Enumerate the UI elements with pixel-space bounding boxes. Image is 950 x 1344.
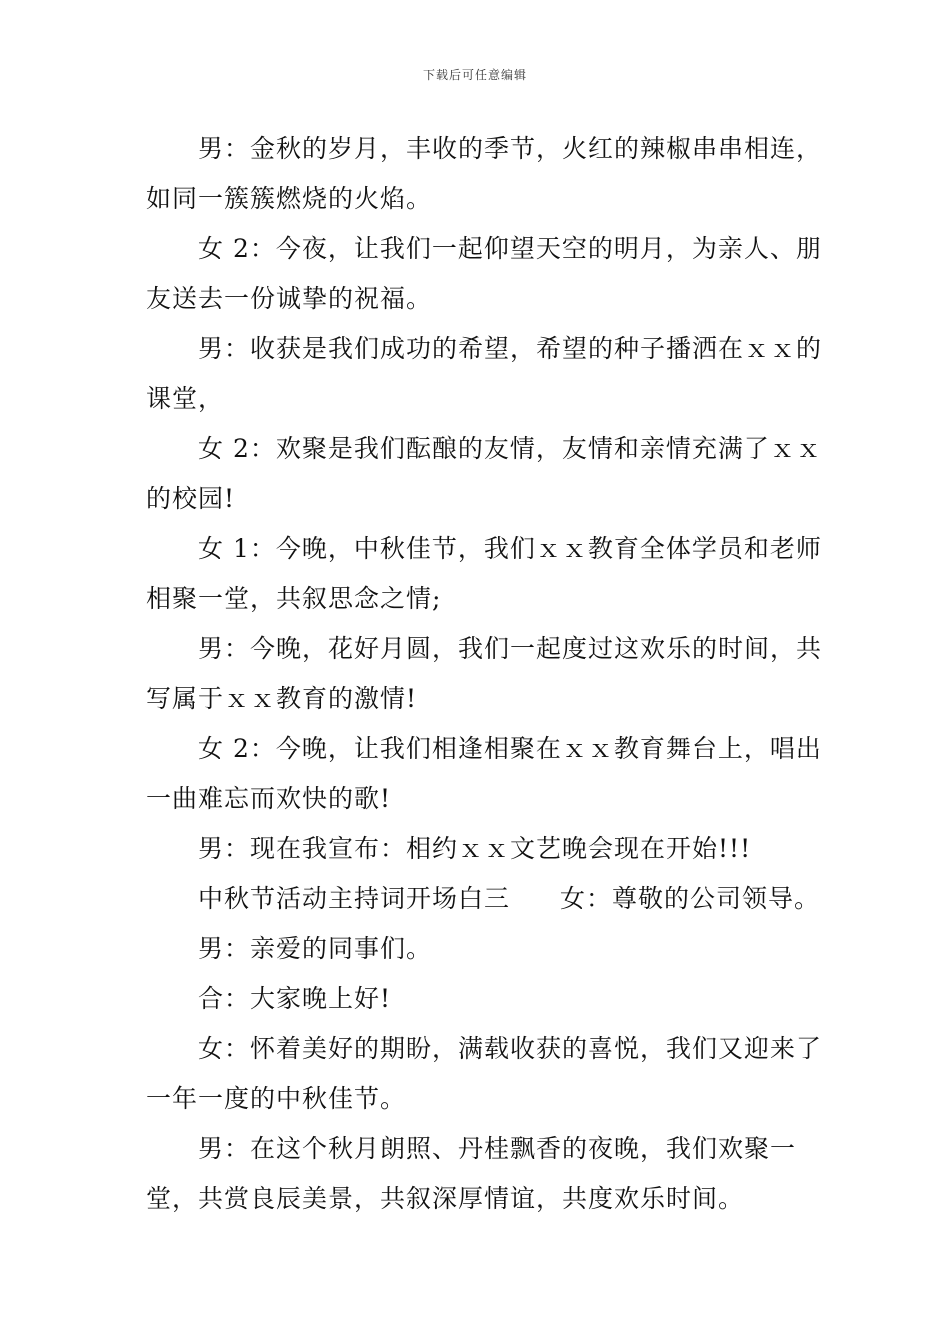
document-body <box>146 124 836 1224</box>
paragraph: 女 2：今晚，让我们相逢相聚在ｘｘ教育舞台上，唱出一曲难忘而欢快的歌! <box>146 734 822 813</box>
paragraph: 合：大家晚上好! <box>198 984 392 1013</box>
paragraph: 男：在这个秋月朗照、丹桂飘香的夜晚，我们欢聚一堂，共赏良辰美景，共叙深厚情谊，共度欢乐时间。 <box>146 1134 797 1213</box>
section-first-line: 女：尊敬的公司领导。 <box>560 884 821 913</box>
paragraph: 男：亲爱的同事们。 <box>198 934 433 963</box>
paragraph: 女 2：欢聚是我们酝酿的友情，友情和亲情充满了ｘｘ的校园! <box>146 434 822 513</box>
paragraph: 女：怀着美好的期盼，满载收获的喜悦，我们又迎来了一年一度的中秋佳节。 <box>146 1034 823 1113</box>
paragraph: 女 2：今夜，让我们一起仰望天空的明月，为亲人、朋友送去一份诚挚的祝福。 <box>146 234 822 313</box>
section-title-line <box>146 874 836 924</box>
paragraph: 男：现在我宣布：相约ｘｘ文艺晚会现在开始!!! <box>198 834 752 863</box>
paragraph: 男：收获是我们成功的希望，希望的种子播洒在ｘｘ的课堂， <box>146 334 823 413</box>
page-header: 下载后可任意编辑 <box>422 68 527 82</box>
paragraph: 女 1：今晚，中秋佳节，我们ｘｘ教育全体学员和老师相聚一堂，共叙思念之情; <box>146 534 822 613</box>
paragraph: 男：今晚，花好月圆，我们一起度过这欢乐的时间，共写属于ｘｘ教育的激情! <box>146 634 823 713</box>
section-title: 中秋节活动主持词开场白三 <box>198 884 511 913</box>
paragraph: 男：金秋的岁月，丰收的季节，火红的辣椒串串相连，如同一簇簇燃烧的火焰。 <box>146 134 823 213</box>
